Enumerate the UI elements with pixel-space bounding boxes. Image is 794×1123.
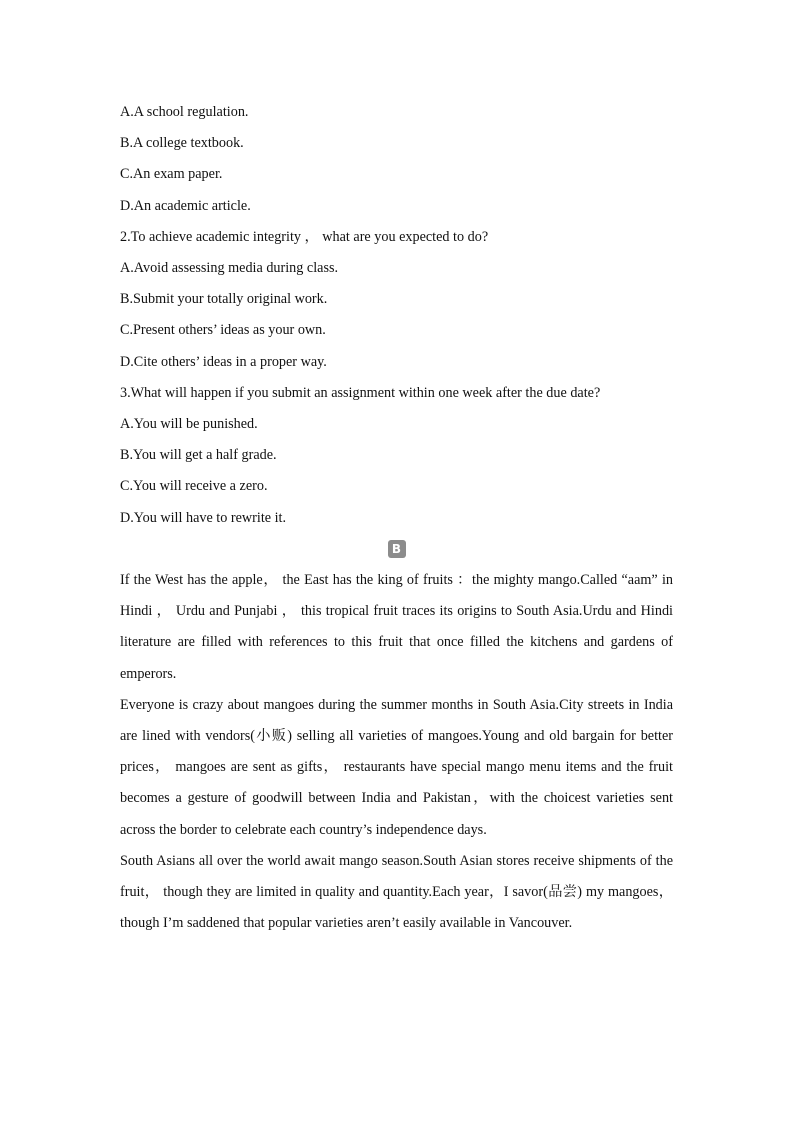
passage-paragraph-3: South Asians all over the world await mango season.South Asian stores receive shipments of the fruit， though they are limited in quality and quantity.Each year，I savor(品尝) my mangoes， though I’m saddened that popular varieties aren’t easily available in Vancouver. [120,852,673,932]
question-3 [120,378,673,534]
q2-option-d: D.Cite others’ ideas in a proper way. [120,353,327,370]
q1-option-d: D.An academic article. [120,197,251,214]
q2-option-b: B.Submit your totally original work. [120,291,328,308]
q3-option-b: B.You will get a half grade. [120,447,277,464]
passage-paragraph-1: If the West has the apple， the East has the king of fruits ：the mighty mango.Called “aam” in Hindi ， Urdu and Punjabi ， this tropical fruit traces its origins to South Asia.Urdu and Hindi literature are filled with references to this fruit that once filled the kitchens and gardens of emperors. [120,572,673,682]
q3-option-c: C.You will receive a zero. [120,478,268,495]
q3-option-d: D.You will have to rewrite it. [120,509,287,526]
section-b-header [120,534,673,565]
section-b-badge: B [388,540,406,558]
q3-question: 3.What will happen if you submit an assignment within one week after the due date? [120,384,601,401]
q1-option-a: A.A school regulation. [120,104,249,120]
q1-option-b: B.A college textbook. [120,135,244,152]
section-b-passage [120,565,673,939]
q3-option-a: A.You will be punished. [120,416,258,433]
q2-question: 2.To achieve academic integrity ， what are you expected to do? [120,228,489,245]
document-content [120,97,673,939]
question-1-options [120,97,673,222]
q2-option-a: A.Avoid assessing media during class. [120,260,339,277]
q2-option-c: C.Present others’ ideas as your own. [120,322,326,339]
passage-paragraph-2: Everyone is crazy about mangoes during the summer months in South Asia.City streets in India are lined with vendors(小贩) selling all varieties of mangoes.Young and old bargain for better prices， mangoes are sent as gifts， restaurants have special mango menu items and the fruit becomes a gesture of goodwill between India and Pakistan，with the choicest varieties sent across the border to celebrate each country’s independence days. [120,696,673,838]
q1-option-c: C.An exam paper. [120,166,223,183]
question-2 [120,222,673,378]
